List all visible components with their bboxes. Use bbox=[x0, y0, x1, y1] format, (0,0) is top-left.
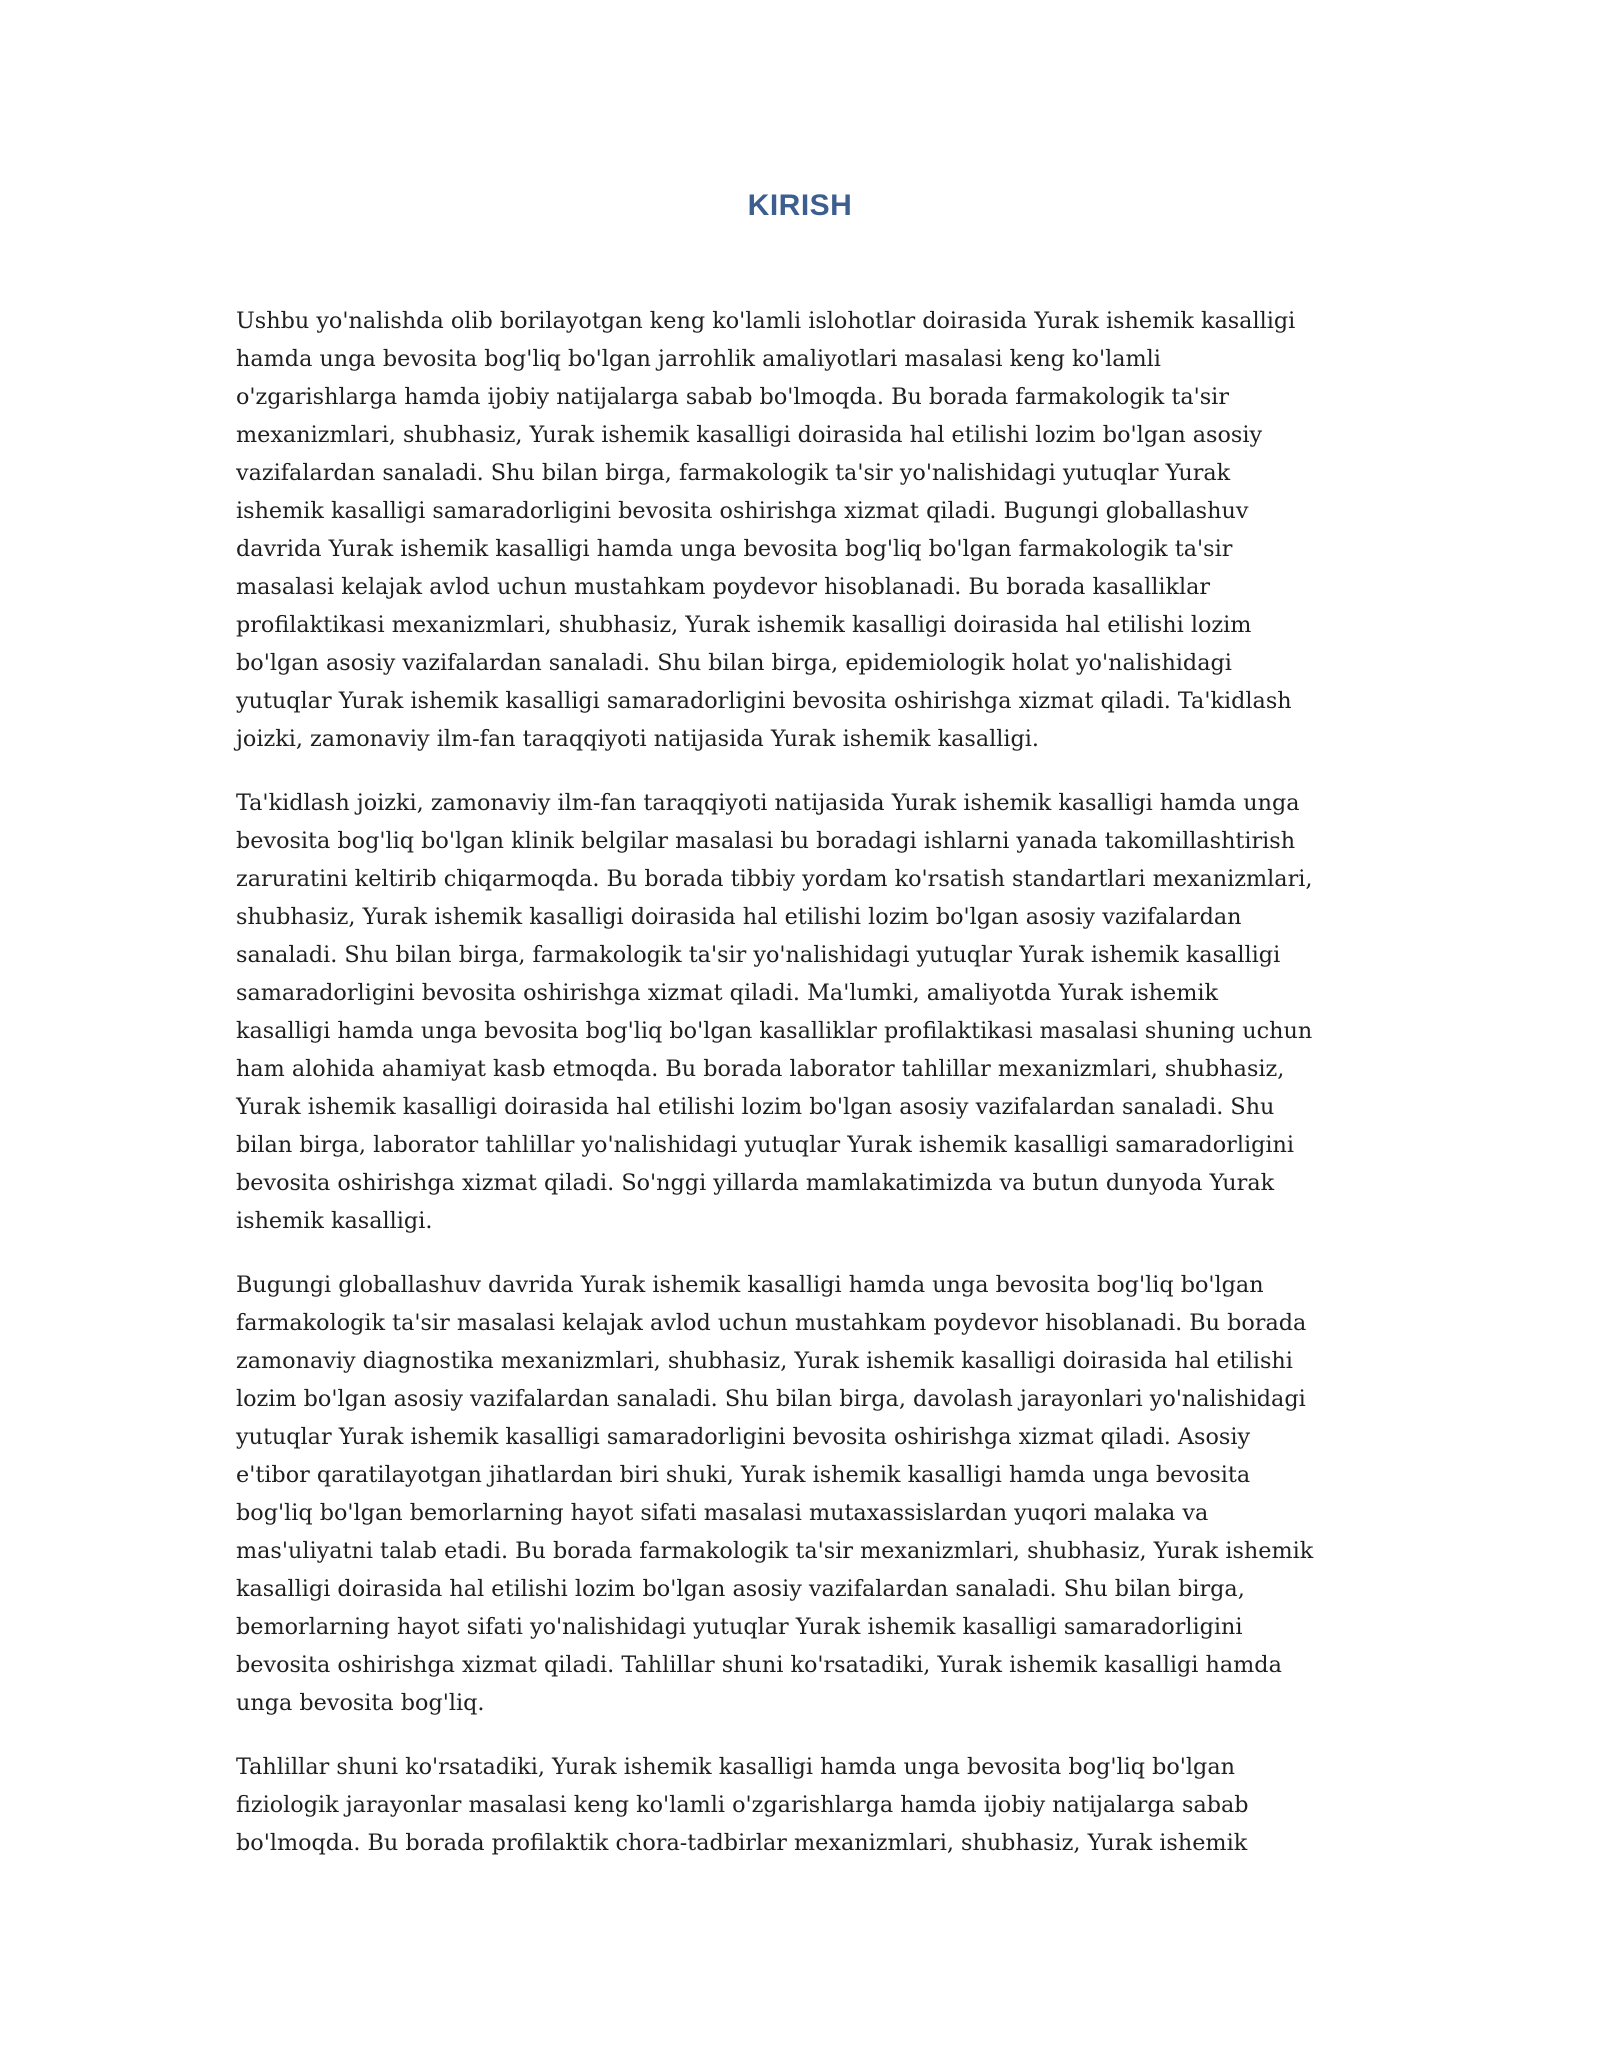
text-line: bevosita bog'liq bo'lgan klinik belgilar masalasi bu boradagi ishlarni yanada takomillashtirish bbox=[236, 828, 1296, 854]
text-line: samaradorligini bevosita oshirishga xizmat qiladi. Ma'lumki, amaliyotda Yurak ishemik bbox=[236, 980, 1219, 1006]
text-line: yutuqlar Yurak ishemik kasalligi samaradorligini bevosita oshirishga xizmat qiladi. Asosiy bbox=[236, 1424, 1251, 1450]
text-line: Bugungi globallashuv davrida Yurak ishemik kasalligi hamda unga bevosita bog'liq bo'lgan bbox=[236, 1272, 1264, 1298]
text-line: bevosita oshirishga xizmat qiladi. Tahlillar shuni ko'rsatadiki, Yurak ishemik kasalligi hamda bbox=[236, 1652, 1282, 1678]
text-line: bemorlarning hayot sifati yo'nalishidagi yutuqlar Yurak ishemik kasalligi samaradorligini bbox=[236, 1614, 1243, 1640]
text-line: vazifalardan sanaladi. Shu bilan birga, farmakologik ta'sir yo'nalishidagi yutuqlar Yurak bbox=[236, 460, 1231, 486]
paragraph-3 bbox=[236, 1266, 1376, 1722]
text-line: e'tibor qaratilayotgan jihatlardan biri shuki, Yurak ishemik kasalligi hamda unga bevosita bbox=[236, 1462, 1251, 1488]
text-line: bog'liq bo'lgan bemorlarning hayot sifati masalasi mutaxassislardan yuqori malaka va bbox=[236, 1500, 1209, 1526]
text-line: bilan birga, laborator tahlillar yo'nalishidagi yutuqlar Yurak ishemik kasalligi samaradorligini bbox=[236, 1132, 1294, 1158]
text-line: kasalligi doirasida hal etilishi lozim bo'lgan asosiy vazifalardan sanaladi. Shu bilan birga, bbox=[236, 1576, 1245, 1602]
paragraph-1 bbox=[236, 302, 1376, 758]
text-line: hamda unga bevosita bog'liq bo'lgan jarrohlik amaliyotlari masalasi keng ko'lamli bbox=[236, 346, 1161, 372]
text-line: yutuqlar Yurak ishemik kasalligi samaradorligini bevosita oshirishga xizmat qiladi. Ta'kidlash bbox=[236, 688, 1292, 714]
text-line: unga bevosita bog'liq. bbox=[236, 1690, 485, 1716]
text-line: mexanizmlari, shubhasiz, Yurak ishemik kasalligi doirasida hal etilishi lozim bo'lgan asosiy bbox=[236, 422, 1263, 448]
text-line: ham alohida ahamiyat kasb etmoqda. Bu borada laborator tahlillar mexanizmlari, shubhasiz, bbox=[236, 1056, 1285, 1082]
text-line: fiziologik jarayonlar masalasi keng ko'lamli o'zgarishlarga hamda ijobiy natijalarga sabab bbox=[236, 1792, 1249, 1818]
text-line: ishemik kasalligi samaradorligini bevosita oshirishga xizmat qiladi. Bugungi globallashuv bbox=[236, 498, 1249, 524]
text-line: masalasi kelajak avlod uchun mustahkam poydevor hisoblanadi. Bu borada kasalliklar bbox=[236, 574, 1211, 600]
text-line: Yurak ishemik kasalligi doirasida hal etilishi lozim bo'lgan asosiy vazifalardan sanaladi. Shu bbox=[236, 1094, 1275, 1120]
text-line: sanaladi. Shu bilan birga, farmakologik ta'sir yo'nalishidagi yutuqlar Yurak ishemik kasalligi bbox=[236, 942, 1281, 968]
text-line: davrida Yurak ishemik kasalligi hamda unga bevosita bog'liq bo'lgan farmakologik ta'sir bbox=[236, 536, 1233, 562]
text-line: profilaktikasi mexanizmlari, shubhasiz, Yurak ishemik kasalligi doirasida hal etilishi lozim bbox=[236, 612, 1252, 638]
text-line: zaruratini keltirib chiqarmoqda. Bu borada tibbiy yordam ko'rsatish standartlari mexanizmlari, bbox=[236, 866, 1313, 892]
text-line: bo'lgan asosiy vazifalardan sanaladi. Shu bilan birga, epidemiologik holat yo'nalishidagi bbox=[236, 650, 1232, 676]
document-body bbox=[236, 302, 1376, 1888]
text-line: joizki, zamonaviy ilm-fan taraqqiyoti natijasida Yurak ishemik kasalligi. bbox=[236, 726, 1040, 752]
text-line: farmakologik ta'sir masalasi kelajak avlod uchun mustahkam poydevor hisoblanadi. Bu borada bbox=[236, 1310, 1307, 1336]
text-line: Ta'kidlash joizki, zamonaviy ilm-fan taraqqiyoti natijasida Yurak ishemik kasalligi hamda unga bbox=[236, 790, 1300, 816]
text-line: zamonaviy diagnostika mexanizmlari, shubhasiz, Yurak ishemik kasalligi doirasida hal etilishi bbox=[236, 1348, 1293, 1374]
text-line: bevosita oshirishga xizmat qiladi. So'nggi yillarda mamlakatimizda va butun dunyoda Yurak bbox=[236, 1170, 1275, 1196]
text-line: lozim bo'lgan asosiy vazifalardan sanaladi. Shu bilan birga, davolash jarayonlari yo'nalishidagi bbox=[236, 1386, 1306, 1412]
text-line: shubhasiz, Yurak ishemik kasalligi doirasida hal etilishi lozim bo'lgan asosiy vazifalardan bbox=[236, 904, 1242, 930]
page-title: KIRISH bbox=[747, 189, 853, 222]
text-line: Tahlillar shuni ko'rsatadiki, Yurak ishemik kasalligi hamda unga bevosita bog'liq bo'lgan bbox=[236, 1754, 1235, 1780]
text-line: Ushbu yo'nalishda olib borilayotgan keng ko'lamli islohotlar doirasida Yurak ishemik kasalligi bbox=[236, 308, 1296, 334]
paragraph-2 bbox=[236, 784, 1376, 1240]
text-line: mas'uliyatni talab etadi. Bu borada farmakologik ta'sir mexanizmlari, shubhasiz, Yurak ishemik bbox=[236, 1538, 1314, 1564]
text-line: ishemik kasalligi. bbox=[236, 1208, 433, 1234]
text-line: kasalligi hamda unga bevosita bog'liq bo'lgan kasalliklar profilaktikasi masalasi shuning uchun bbox=[236, 1018, 1313, 1044]
paragraph-4 bbox=[236, 1748, 1376, 1862]
text-line: bo'lmoqda. Bu borada profilaktik chora-tadbirlar mexanizmlari, shubhasiz, Yurak ishemik bbox=[236, 1830, 1248, 1856]
text-line: o'zgarishlarga hamda ijobiy natijalarga sabab bo'lmoqda. Bu borada farmakologik ta'sir bbox=[236, 384, 1229, 410]
